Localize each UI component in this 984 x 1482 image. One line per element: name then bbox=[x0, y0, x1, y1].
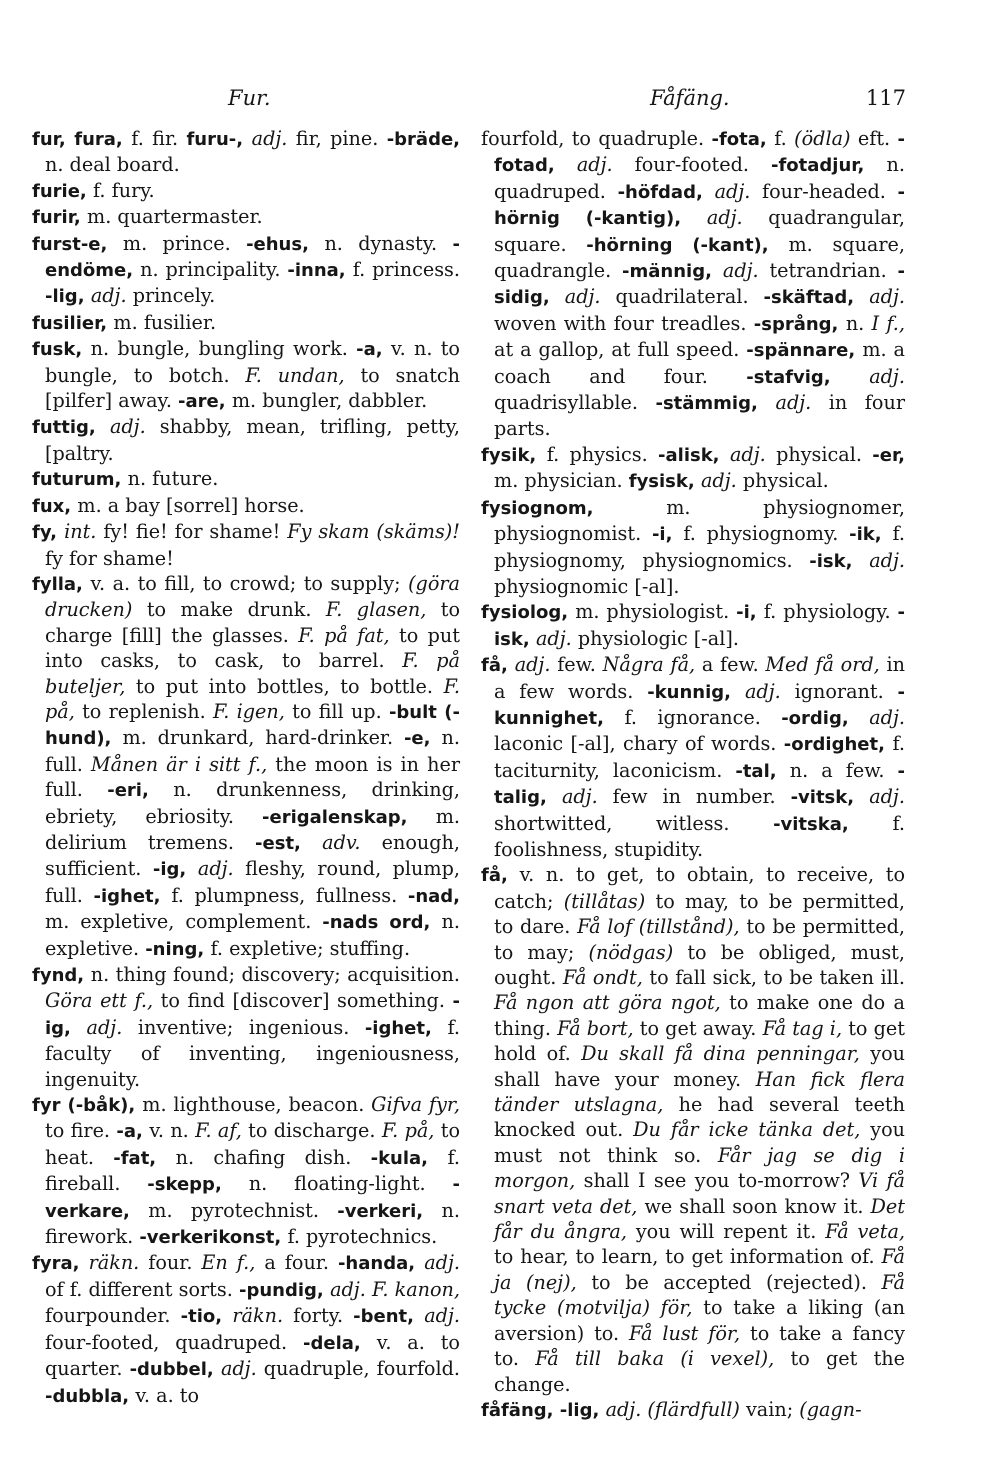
italic-text: adj. bbox=[869, 785, 905, 809]
definition-text: f. physics. bbox=[546, 442, 659, 466]
definition-text: in a few words. bbox=[494, 653, 905, 703]
headword: -inna, bbox=[287, 260, 353, 282]
headword: -erigalenskap, bbox=[262, 806, 436, 828]
definition-text: four-footed. bbox=[634, 153, 771, 177]
definition-text: quadrangular, square. bbox=[494, 206, 905, 256]
headword: -fotad, bbox=[494, 129, 905, 177]
headword: -fat, bbox=[113, 1147, 176, 1169]
definition-text: f. faculty of inventing, ingeniousness, ingenuity. bbox=[45, 1015, 461, 1091]
headword: -ik, bbox=[849, 524, 893, 546]
italic-text: Få lust för, bbox=[629, 1321, 750, 1345]
definition-text: shall I see you to-morrow? bbox=[583, 1169, 859, 1193]
italic-text: Några få, bbox=[602, 653, 702, 677]
italic-text: adj. bbox=[535, 626, 578, 650]
italic-text: F. på fat, bbox=[298, 623, 399, 647]
italic-text: Han fick flera tänder utslagna, bbox=[494, 1067, 905, 1117]
dictionary-entry bbox=[481, 126, 905, 442]
definition-text: f. plumpness, fullness. bbox=[171, 883, 408, 907]
definition-text: physiologic [-al]. bbox=[577, 626, 739, 650]
italic-text: adj. bbox=[744, 679, 795, 703]
headword: -talig, bbox=[494, 760, 905, 809]
headword: -bult (-hund), bbox=[45, 701, 460, 750]
dictionary-entry bbox=[32, 178, 460, 204]
definition-text: to make one do a thing. bbox=[494, 991, 905, 1040]
definition-text: to be obliged, must, ought. bbox=[494, 940, 905, 989]
definition-text: ignorant. bbox=[794, 679, 898, 703]
headword: -höfdad, bbox=[617, 181, 715, 203]
italic-text: adj. bbox=[424, 1304, 461, 1328]
headword: -skepp, bbox=[147, 1174, 249, 1196]
definition-text: f. fireball. bbox=[45, 1145, 460, 1196]
dictionary-entry bbox=[481, 652, 905, 862]
definition-text: m. drunkard, hard-drinker. bbox=[122, 726, 404, 750]
definition-text: m. pyrotechnist. bbox=[148, 1198, 338, 1222]
dictionary-entry bbox=[481, 442, 905, 495]
dictionary-entry bbox=[32, 1092, 460, 1250]
italic-text: F. på buteljer, bbox=[45, 649, 460, 698]
definition-text: inventive; ingenious. bbox=[137, 1015, 365, 1039]
definition-text: to get hold of. bbox=[494, 1016, 906, 1066]
headword: -tal, bbox=[735, 760, 790, 782]
definition-text: v. n. bbox=[149, 1119, 196, 1143]
headword: fysik, bbox=[481, 444, 547, 466]
headword: -dela, bbox=[303, 1332, 377, 1354]
headword: -ig, bbox=[45, 991, 460, 1039]
italic-text: Fy skam (skäms)! bbox=[287, 520, 460, 544]
definition-text: four. bbox=[148, 1251, 202, 1275]
page-number: 117 bbox=[865, 86, 906, 110]
definition-text: four-headed. bbox=[762, 179, 898, 203]
italic-text: adj. bbox=[869, 705, 905, 729]
definition-text: to fill up. bbox=[292, 699, 389, 723]
dictionary-entry bbox=[481, 495, 905, 600]
definition-text: m. a coach and four. bbox=[494, 338, 905, 388]
dictionary-entry bbox=[32, 231, 460, 310]
definition-text: m. fusilier. bbox=[113, 310, 217, 334]
dictionary-entry bbox=[32, 414, 460, 466]
definition-text: quadrilateral. bbox=[615, 285, 764, 309]
dictionary-entry bbox=[32, 519, 460, 571]
headword: -kunnig, bbox=[647, 681, 745, 703]
italic-text: adj. F. kanon, bbox=[330, 1277, 460, 1301]
headword: -isk, bbox=[494, 602, 906, 650]
dictionary-entry bbox=[32, 466, 460, 492]
headword: furie, bbox=[32, 180, 94, 202]
italic-text: adj. (flärdfull) bbox=[605, 1397, 746, 1421]
left-column bbox=[32, 126, 460, 1409]
headword: -handa, bbox=[337, 1253, 425, 1275]
running-head-right: Fåfäng. bbox=[650, 86, 730, 110]
dictionary-entry bbox=[32, 204, 460, 230]
italic-text: adj. bbox=[564, 285, 616, 309]
definition-text: to heat. bbox=[45, 1119, 461, 1169]
headword: -sidig, bbox=[494, 261, 905, 309]
italic-text: Vi få snart veta det, bbox=[494, 1169, 906, 1218]
definition-text: v. n. to get, to obtain, to receive, to catch; bbox=[494, 863, 905, 913]
italic-text: Få tycke (motvilja) för, bbox=[494, 1270, 905, 1320]
definition-text: to charge [fill] the glasses. bbox=[45, 598, 461, 647]
definition-text: m. square, quadrangle. bbox=[494, 232, 906, 283]
definition-text: n. quadruped. bbox=[494, 153, 906, 203]
headword: -e, bbox=[403, 728, 442, 750]
italic-text: Få ngon att göra ngot, bbox=[494, 991, 730, 1015]
italic-text: räkn. bbox=[232, 1304, 294, 1328]
definition-text: to replenish. bbox=[82, 699, 213, 723]
definition-text: f. foolishness, stupidity. bbox=[494, 811, 905, 861]
dictionary-entry bbox=[481, 1397, 905, 1423]
definition-text: n. bbox=[845, 311, 872, 335]
definition-text: laconic [-al], chary of words. bbox=[494, 732, 784, 756]
definition-text: a few. bbox=[701, 653, 766, 677]
definition-text: f. bbox=[774, 127, 795, 150]
definition-text: vain; bbox=[745, 1397, 800, 1421]
italic-text: Göra ett f., bbox=[45, 989, 161, 1013]
definition-text: physiognomic [-al]. bbox=[494, 574, 680, 598]
definition-text: princely. bbox=[132, 284, 216, 308]
headword: fåfäng, -lig, bbox=[481, 1399, 606, 1421]
definition-text: f. physiognomy. bbox=[683, 522, 850, 546]
definition-text: m. physiologist. bbox=[575, 600, 737, 624]
headword: -männig, bbox=[622, 261, 723, 283]
definition-text: eft. bbox=[857, 127, 898, 150]
italic-text: Få lof (tillstånd), bbox=[577, 915, 747, 939]
headword: fylla, bbox=[32, 573, 91, 595]
definition-text: fy! fie! for shame! bbox=[103, 520, 288, 544]
italic-text: Med få ord, bbox=[765, 653, 887, 677]
headword: -vitsk, bbox=[790, 787, 870, 809]
headword: fusk, bbox=[32, 339, 91, 361]
definition-text: to take a liking (an aversion) to. bbox=[494, 1296, 905, 1345]
italic-text: F. af, bbox=[195, 1119, 249, 1143]
headword: fy, bbox=[32, 522, 65, 544]
definition-text: fy for shame! bbox=[45, 546, 174, 570]
definition-text: f. expletive; stuffing. bbox=[210, 936, 411, 960]
dictionary-entry bbox=[32, 962, 460, 1092]
definition-text: to snatch [pilfer] away. bbox=[45, 363, 461, 413]
headword: -skäftad, bbox=[763, 287, 870, 309]
italic-text: Få bort, bbox=[557, 1016, 640, 1040]
headword: -vitska, bbox=[773, 813, 893, 835]
definition-text: to take a fancy to. bbox=[494, 1321, 905, 1371]
definition-text: you shall have your money. bbox=[494, 1042, 905, 1091]
headword: -endöme, bbox=[45, 233, 460, 282]
definition-text: m. delirium tremens. bbox=[45, 804, 460, 854]
definition-text: to fire. bbox=[45, 1119, 117, 1143]
definition-text: v. a. to quarter. bbox=[45, 1330, 460, 1381]
headword: -dubbel, bbox=[129, 1359, 221, 1381]
definition-text: shortwitted, witless. bbox=[494, 811, 774, 835]
headword: fux, bbox=[32, 495, 78, 517]
headword: -i, bbox=[651, 524, 684, 546]
definition-text: f. fir. bbox=[131, 127, 187, 150]
definition-text: to find [discover] something. bbox=[160, 989, 453, 1013]
definition-text: a four. bbox=[264, 1251, 338, 1275]
definition-text: to put into casks, to cask, to barrel. bbox=[45, 623, 460, 673]
headword: fyra, bbox=[32, 1253, 89, 1275]
definition-text: shabby, mean, trifling, petty, [paltry. bbox=[45, 415, 461, 465]
italic-text: adj. bbox=[706, 206, 769, 230]
headword: -bent, bbox=[353, 1306, 425, 1328]
definition-text: f. taciturnity, laconicism. bbox=[494, 732, 906, 782]
headword: -spännare, bbox=[746, 340, 863, 362]
italic-text: adj. bbox=[90, 284, 133, 308]
dictionary-entry bbox=[481, 862, 905, 1397]
headword: futurum, bbox=[32, 469, 128, 491]
headword: -pundig, bbox=[239, 1279, 331, 1301]
italic-text: adj. bbox=[869, 285, 905, 309]
definition-text: fleshy, round, plump, full. bbox=[45, 857, 460, 907]
definition-text: n. deal board. bbox=[45, 153, 180, 177]
definition-text: f. physiology. bbox=[763, 600, 898, 624]
italic-text: Få ondt, bbox=[562, 966, 650, 989]
headword: -stafvig, bbox=[746, 366, 870, 388]
definition-text: f. ignorance. bbox=[624, 705, 782, 729]
headword: -verkeri, bbox=[337, 1200, 442, 1222]
italic-text: adj. bbox=[197, 857, 246, 881]
definition-text: v. a. to fill, to crowd; to supply; bbox=[90, 571, 409, 595]
definition-text: fourfold, to quadruple. bbox=[481, 127, 712, 150]
definition-text: f. pyrotechnics. bbox=[287, 1225, 438, 1249]
headword: -ordighet, bbox=[783, 734, 893, 756]
definition-text: at a gallop, at full speed. bbox=[494, 338, 747, 362]
italic-text: räkn. bbox=[88, 1251, 149, 1275]
headword: -stämmig, bbox=[655, 393, 776, 415]
definition-text: to get the change. bbox=[494, 1347, 905, 1396]
headword: -a, bbox=[116, 1121, 150, 1143]
headword: -a, bbox=[356, 339, 392, 361]
italic-text: adj. bbox=[424, 1251, 460, 1275]
headword: -isk, bbox=[809, 550, 870, 572]
italic-text: (ödla) bbox=[794, 127, 858, 150]
italic-text: adj. bbox=[576, 153, 635, 177]
headword: furst-e, bbox=[32, 233, 123, 255]
italic-text: Få till baka (i vexel), bbox=[535, 1347, 791, 1371]
headword: -nads ord, bbox=[322, 912, 442, 934]
definition-text: you must not think so. bbox=[494, 1118, 905, 1167]
headword: fysiolog, bbox=[481, 602, 576, 624]
definition-text: of f. different sorts. bbox=[45, 1277, 239, 1301]
headword: -hörning (-kant), bbox=[586, 234, 789, 256]
definition-text: fir, pine. bbox=[295, 127, 387, 150]
italic-text: (nödgas) bbox=[588, 940, 688, 964]
headword: fur, fura, bbox=[32, 129, 132, 150]
definition-text: n. future. bbox=[127, 467, 219, 491]
italic-text: Du skall få dina penningar, bbox=[581, 1042, 871, 1066]
definition-text: n. thing found; discovery; acquisition. bbox=[90, 963, 460, 986]
definition-text: m. physiognomer, physiognomist. bbox=[494, 495, 905, 546]
headword: -hörnig (-kantig), bbox=[494, 181, 905, 230]
italic-text: adj. bbox=[729, 442, 777, 466]
definition-text: f. fury. bbox=[93, 178, 155, 202]
definition-text: n. full. bbox=[45, 726, 460, 776]
definition-text: to fall sick, to be taken ill. bbox=[649, 966, 905, 989]
headword: -i, bbox=[736, 602, 764, 624]
headword: -verkerikonst, bbox=[139, 1227, 288, 1249]
headword: -kula, bbox=[370, 1147, 448, 1169]
headword: -ning, bbox=[145, 938, 211, 960]
definition-text: n. drunkenness, drinking, ebriety, ebriosity. bbox=[45, 778, 460, 828]
dictionary-entry bbox=[32, 310, 460, 336]
headword: fynd, bbox=[32, 965, 91, 986]
headword: -lig, bbox=[45, 286, 91, 308]
definition-text: fourpounder. bbox=[45, 1304, 181, 1328]
definition-text: quadrisyllable. bbox=[494, 391, 656, 415]
definition-text: few. bbox=[557, 653, 603, 677]
headword: -fota, bbox=[711, 129, 775, 150]
italic-text: adv. bbox=[322, 830, 382, 854]
definition-text: to be permitted, to may; bbox=[494, 915, 906, 964]
definition-text: to make drunk. bbox=[146, 598, 326, 622]
headword: fyr (-båk), bbox=[32, 1095, 143, 1117]
italic-text: F. på, bbox=[381, 1119, 441, 1143]
dictionary-entry bbox=[32, 336, 460, 414]
headword: -bräde, bbox=[386, 129, 460, 150]
definition-text: m. expletive, complement. bbox=[45, 910, 323, 934]
italic-text: F. på, bbox=[45, 674, 460, 723]
italic-text: adj. bbox=[700, 469, 743, 493]
italic-text: adj. bbox=[514, 653, 558, 677]
headword: -dubbla, bbox=[45, 1385, 136, 1407]
italic-text: Månen är i sitt f., bbox=[90, 752, 276, 776]
headword: -are, bbox=[178, 391, 232, 413]
italic-text: F. undan, bbox=[245, 363, 361, 387]
italic-text: Du får icke tänka det, bbox=[633, 1118, 871, 1142]
dictionary-entry bbox=[32, 493, 460, 519]
definition-text: in four parts. bbox=[494, 391, 905, 441]
definition-text: m. physician. bbox=[494, 469, 629, 493]
italic-text: adj. bbox=[251, 127, 296, 150]
definition-text: m. lighthouse, beacon. bbox=[142, 1093, 372, 1117]
headword: -er, bbox=[872, 444, 906, 466]
definition-text: four-footed, quadruped. bbox=[45, 1330, 303, 1354]
definition-text: to hear, to learn, to get information of. bbox=[494, 1245, 882, 1269]
definition-text: tetrandrian. bbox=[769, 259, 898, 283]
italic-text: adj. bbox=[561, 785, 613, 809]
italic-text: F. igen, bbox=[212, 699, 293, 723]
headword: -alisk, bbox=[658, 444, 730, 466]
headword: futtig, bbox=[32, 417, 110, 439]
definition-text: we shall soon know it. bbox=[644, 1194, 871, 1218]
definition-text: enough, sufficient. bbox=[45, 830, 460, 881]
headword: -kunnighet, bbox=[494, 681, 905, 729]
definition-text: you will repent it. bbox=[635, 1220, 826, 1244]
dictionary-entry bbox=[32, 126, 460, 178]
definition-text: n. expletive. bbox=[45, 910, 460, 960]
headword: fysiognom, bbox=[481, 497, 667, 519]
headword: fysisk, bbox=[628, 471, 701, 493]
definition-text: woven with four treadles. bbox=[494, 311, 754, 335]
running-head-left: Fur. bbox=[228, 86, 271, 110]
italic-text: (göra drucken) bbox=[45, 571, 460, 622]
dictionary-entry bbox=[481, 599, 905, 652]
definition-text: m. a bay [sorrel] horse. bbox=[77, 493, 305, 517]
italic-text: adj. bbox=[220, 1357, 264, 1381]
definition-text: v. a. to bbox=[135, 1383, 200, 1407]
headword: få, bbox=[481, 865, 520, 887]
italic-text: En f., bbox=[201, 1251, 265, 1275]
italic-text: Får jag se dig i morgon, bbox=[494, 1143, 905, 1193]
italic-text: adj. bbox=[869, 364, 905, 388]
definition-text: m. prince. bbox=[122, 231, 247, 255]
italic-text: (tillåtas) bbox=[563, 889, 656, 913]
definition-text: to discharge. bbox=[248, 1119, 382, 1143]
definition-text: n. a few. bbox=[789, 758, 898, 782]
headword: -språng, bbox=[753, 313, 846, 335]
definition-text: n. chafing dish. bbox=[175, 1145, 371, 1169]
headword: -verkare, bbox=[45, 1174, 460, 1222]
italic-text: (gagn- bbox=[799, 1397, 862, 1421]
italic-text: Det får du ångra, bbox=[494, 1194, 905, 1244]
headword: få, bbox=[481, 655, 515, 677]
definition-text: to put into bottles, to bottle. bbox=[135, 674, 444, 698]
definition-text: f. princess. bbox=[352, 258, 460, 282]
italic-text: F. glasen, bbox=[325, 598, 441, 622]
definition-text: physical. bbox=[776, 442, 873, 466]
headword: -eri, bbox=[107, 780, 174, 802]
definition-text: v. n. to bungle, to botch. bbox=[45, 337, 460, 387]
definition-text: quadruple, fourfold. bbox=[263, 1357, 460, 1381]
dictionary-entry bbox=[32, 1250, 460, 1408]
definition-text: n. firework. bbox=[45, 1198, 461, 1249]
definition-text: to may, to be permitted, to dare. bbox=[494, 889, 905, 939]
headword: -nad, bbox=[407, 885, 460, 907]
italic-text: adj. bbox=[714, 179, 763, 203]
definition-text: the moon is in her full. bbox=[45, 752, 461, 802]
italic-text: adj. bbox=[775, 391, 829, 415]
definition-text: m. bungler, dabbler. bbox=[231, 389, 428, 413]
italic-text: Gifva fyr, bbox=[371, 1093, 460, 1117]
italic-text: adj. bbox=[722, 259, 770, 283]
definition-text: n. bungle, bungling work. bbox=[90, 337, 357, 361]
italic-text: adj. bbox=[109, 415, 160, 439]
italic-text: Få ja (nej), bbox=[494, 1245, 905, 1294]
headword: furu-, bbox=[186, 129, 252, 150]
italic-text: I f., bbox=[871, 311, 905, 335]
italic-text: Få tag i, bbox=[762, 1016, 849, 1040]
italic-text: adj. bbox=[869, 548, 905, 572]
definition-text: few in number. bbox=[612, 785, 791, 809]
headword: furir, bbox=[32, 207, 88, 229]
headword: -ordig, bbox=[781, 707, 870, 729]
headword: -ighet, bbox=[93, 885, 172, 907]
headword: -ehus, bbox=[246, 233, 325, 255]
italic-text: int. bbox=[64, 520, 104, 544]
headword: -est, bbox=[255, 832, 323, 854]
definition-text: n. principality. bbox=[140, 258, 288, 282]
headword: -tio, bbox=[180, 1306, 233, 1328]
definition-text: n. floating-light. bbox=[248, 1172, 453, 1196]
definition-text: forty. bbox=[293, 1304, 354, 1328]
italic-text: Få veta, bbox=[825, 1220, 905, 1244]
definition-text: to be accepted (rejected). bbox=[591, 1270, 882, 1294]
headword: fusilier, bbox=[32, 312, 114, 334]
headword: -ighet, bbox=[364, 1017, 448, 1039]
dictionary-entry bbox=[32, 571, 460, 962]
definition-text: he had several teeth knocked out. bbox=[494, 1093, 905, 1142]
italic-text: adj. bbox=[86, 1015, 138, 1039]
definition-text: f. physiognomy, physiognomics. bbox=[494, 522, 905, 572]
definition-text: to get away. bbox=[639, 1016, 763, 1040]
headword: -fotadjur, bbox=[771, 155, 887, 177]
headword: -ig, bbox=[152, 859, 198, 881]
definition-text: m. quartermaster. bbox=[87, 205, 263, 229]
definition-text: n. dynasty. bbox=[324, 231, 453, 255]
definition-text: physical. bbox=[742, 469, 829, 493]
right-column bbox=[481, 126, 905, 1423]
